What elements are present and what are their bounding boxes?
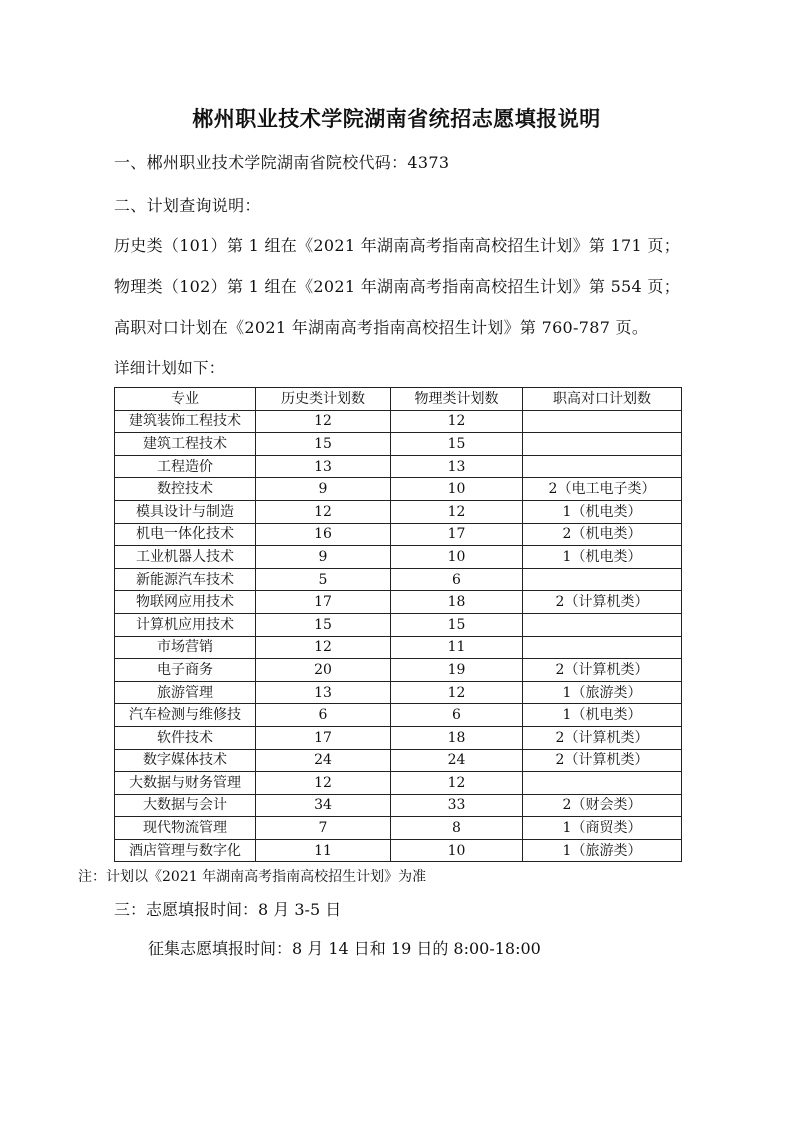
cell-history-count: 12 (256, 410, 391, 433)
cell-vocational-count: 2（计算机类） (523, 659, 682, 682)
cell-history-count: 20 (256, 659, 391, 682)
supplementary-application-time: 征集志愿填报时间：8 月 14 日和 19 日的 8:00-18:00 (148, 939, 541, 958)
cell-major: 酒店管理与数字化 (115, 839, 256, 862)
cell-vocational-count: 1（机电类） (523, 704, 682, 727)
cell-vocational-count: 1（机电类） (523, 546, 682, 569)
cell-vocational-count: 2（计算机类） (523, 591, 682, 614)
table-header-row (115, 388, 682, 411)
cell-physics-count: 33 (391, 794, 523, 817)
cell-physics-count: 6 (391, 704, 523, 727)
cell-physics-count: 13 (391, 455, 523, 478)
header-history: 历史类计划数 (256, 388, 391, 411)
school-code-line: 一、郴州职业技术学院湖南省院校代码：4373 (114, 153, 450, 172)
cell-history-count: 15 (256, 613, 391, 636)
cell-major: 模具设计与制造 (115, 500, 256, 523)
cell-vocational-count (523, 613, 682, 636)
table-row (115, 410, 682, 433)
header-vocational: 职高对口计划数 (523, 388, 682, 411)
cell-major: 旅游管理 (115, 681, 256, 704)
cell-major: 工程造价 (115, 455, 256, 478)
cell-history-count: 17 (256, 726, 391, 749)
cell-physics-count: 8 (391, 817, 523, 840)
table-row (115, 636, 682, 659)
cell-vocational-count: 2（计算机类） (523, 749, 682, 772)
cell-vocational-count (523, 410, 682, 433)
table-row (115, 500, 682, 523)
table-row (115, 749, 682, 772)
cell-history-count: 15 (256, 433, 391, 456)
cell-major: 数字媒体技术 (115, 749, 256, 772)
cell-physics-count: 12 (391, 500, 523, 523)
cell-vocational-count (523, 568, 682, 591)
cell-physics-count: 18 (391, 591, 523, 614)
table-row (115, 659, 682, 682)
table-row (115, 523, 682, 546)
cell-history-count: 13 (256, 455, 391, 478)
cell-major: 大数据与会计 (115, 794, 256, 817)
cell-physics-count: 10 (391, 546, 523, 569)
table-note: 注：计划以《2021 年湖南高考指南高校招生计划》为准 (78, 869, 427, 885)
table-row (115, 817, 682, 840)
cell-vocational-count (523, 772, 682, 795)
cell-history-count: 12 (256, 772, 391, 795)
cell-history-count: 9 (256, 546, 391, 569)
detail-label: 详细计划如下： (114, 359, 225, 377)
cell-physics-count: 15 (391, 613, 523, 636)
cell-vocational-count: 2（电工电子类） (523, 478, 682, 501)
cell-physics-count: 12 (391, 681, 523, 704)
cell-physics-count: 12 (391, 772, 523, 795)
plan-query-heading: 二、计划查询说明： (114, 196, 261, 215)
header-major: 专业 (115, 388, 256, 411)
physics-plan-line: 物理类（102）第 1 组在《2021 年湖南高考指南高校招生计划》第 554 页； (114, 277, 681, 296)
cell-major: 新能源汽车技术 (115, 568, 256, 591)
cell-physics-count: 17 (391, 523, 523, 546)
history-plan-line: 历史类（101）第 1 组在《2021 年湖南高考指南高校招生计划》第 171 页； (114, 236, 681, 255)
table-row (115, 794, 682, 817)
cell-major: 工业机器人技术 (115, 546, 256, 569)
cell-vocational-count: 1（机电类） (523, 500, 682, 523)
enrollment-plan-table (114, 387, 682, 862)
cell-major: 物联网应用技术 (115, 591, 256, 614)
table-row (115, 546, 682, 569)
cell-major: 大数据与财务管理 (115, 772, 256, 795)
table-row (115, 772, 682, 795)
cell-history-count: 12 (256, 500, 391, 523)
cell-history-count: 24 (256, 749, 391, 772)
cell-physics-count: 6 (391, 568, 523, 591)
table-row (115, 478, 682, 501)
cell-major: 建筑装饰工程技术 (115, 410, 256, 433)
table-row (115, 839, 682, 862)
cell-physics-count: 12 (391, 410, 523, 433)
cell-history-count: 5 (256, 568, 391, 591)
cell-vocational-count: 2（财会类） (523, 794, 682, 817)
table-row (115, 613, 682, 636)
cell-physics-count: 10 (391, 839, 523, 862)
table-row (115, 704, 682, 727)
table-row (115, 726, 682, 749)
cell-major: 现代物流管理 (115, 817, 256, 840)
cell-history-count: 16 (256, 523, 391, 546)
vocational-plan-line: 高职对口计划在《2021 年湖南高考指南高校招生计划》第 760-787 页。 (114, 318, 649, 337)
cell-history-count: 13 (256, 681, 391, 704)
cell-major: 电子商务 (115, 659, 256, 682)
cell-history-count: 34 (256, 794, 391, 817)
table-row (115, 591, 682, 614)
cell-major: 市场营销 (115, 636, 256, 659)
table-row (115, 433, 682, 456)
cell-history-count: 12 (256, 636, 391, 659)
cell-vocational-count: 1（旅游类） (523, 839, 682, 862)
cell-history-count: 9 (256, 478, 391, 501)
cell-vocational-count (523, 455, 682, 478)
cell-major: 机电一体化技术 (115, 523, 256, 546)
cell-major: 汽车检测与维修技 (115, 704, 256, 727)
cell-history-count: 17 (256, 591, 391, 614)
cell-vocational-count: 1（旅游类） (523, 681, 682, 704)
cell-major: 计算机应用技术 (115, 613, 256, 636)
application-time: 三：志愿填报时间：8 月 3-5 日 (114, 900, 342, 919)
document-title: 郴州职业技术学院湖南省统招志愿填报说明 (192, 107, 601, 131)
cell-physics-count: 24 (391, 749, 523, 772)
cell-major: 软件技术 (115, 726, 256, 749)
cell-history-count: 6 (256, 704, 391, 727)
table-row (115, 568, 682, 591)
cell-vocational-count: 1（商贸类） (523, 817, 682, 840)
cell-history-count: 7 (256, 817, 391, 840)
cell-major: 建筑工程技术 (115, 433, 256, 456)
table-row (115, 681, 682, 704)
cell-major: 数控技术 (115, 478, 256, 501)
table-row (115, 455, 682, 478)
cell-vocational-count (523, 636, 682, 659)
cell-physics-count: 15 (391, 433, 523, 456)
cell-history-count: 11 (256, 839, 391, 862)
cell-physics-count: 18 (391, 726, 523, 749)
cell-vocational-count: 2（计算机类） (523, 726, 682, 749)
cell-physics-count: 10 (391, 478, 523, 501)
cell-vocational-count: 2（机电类） (523, 523, 682, 546)
header-physics: 物理类计划数 (391, 388, 523, 411)
cell-vocational-count (523, 433, 682, 456)
cell-physics-count: 11 (391, 636, 523, 659)
cell-physics-count: 19 (391, 659, 523, 682)
